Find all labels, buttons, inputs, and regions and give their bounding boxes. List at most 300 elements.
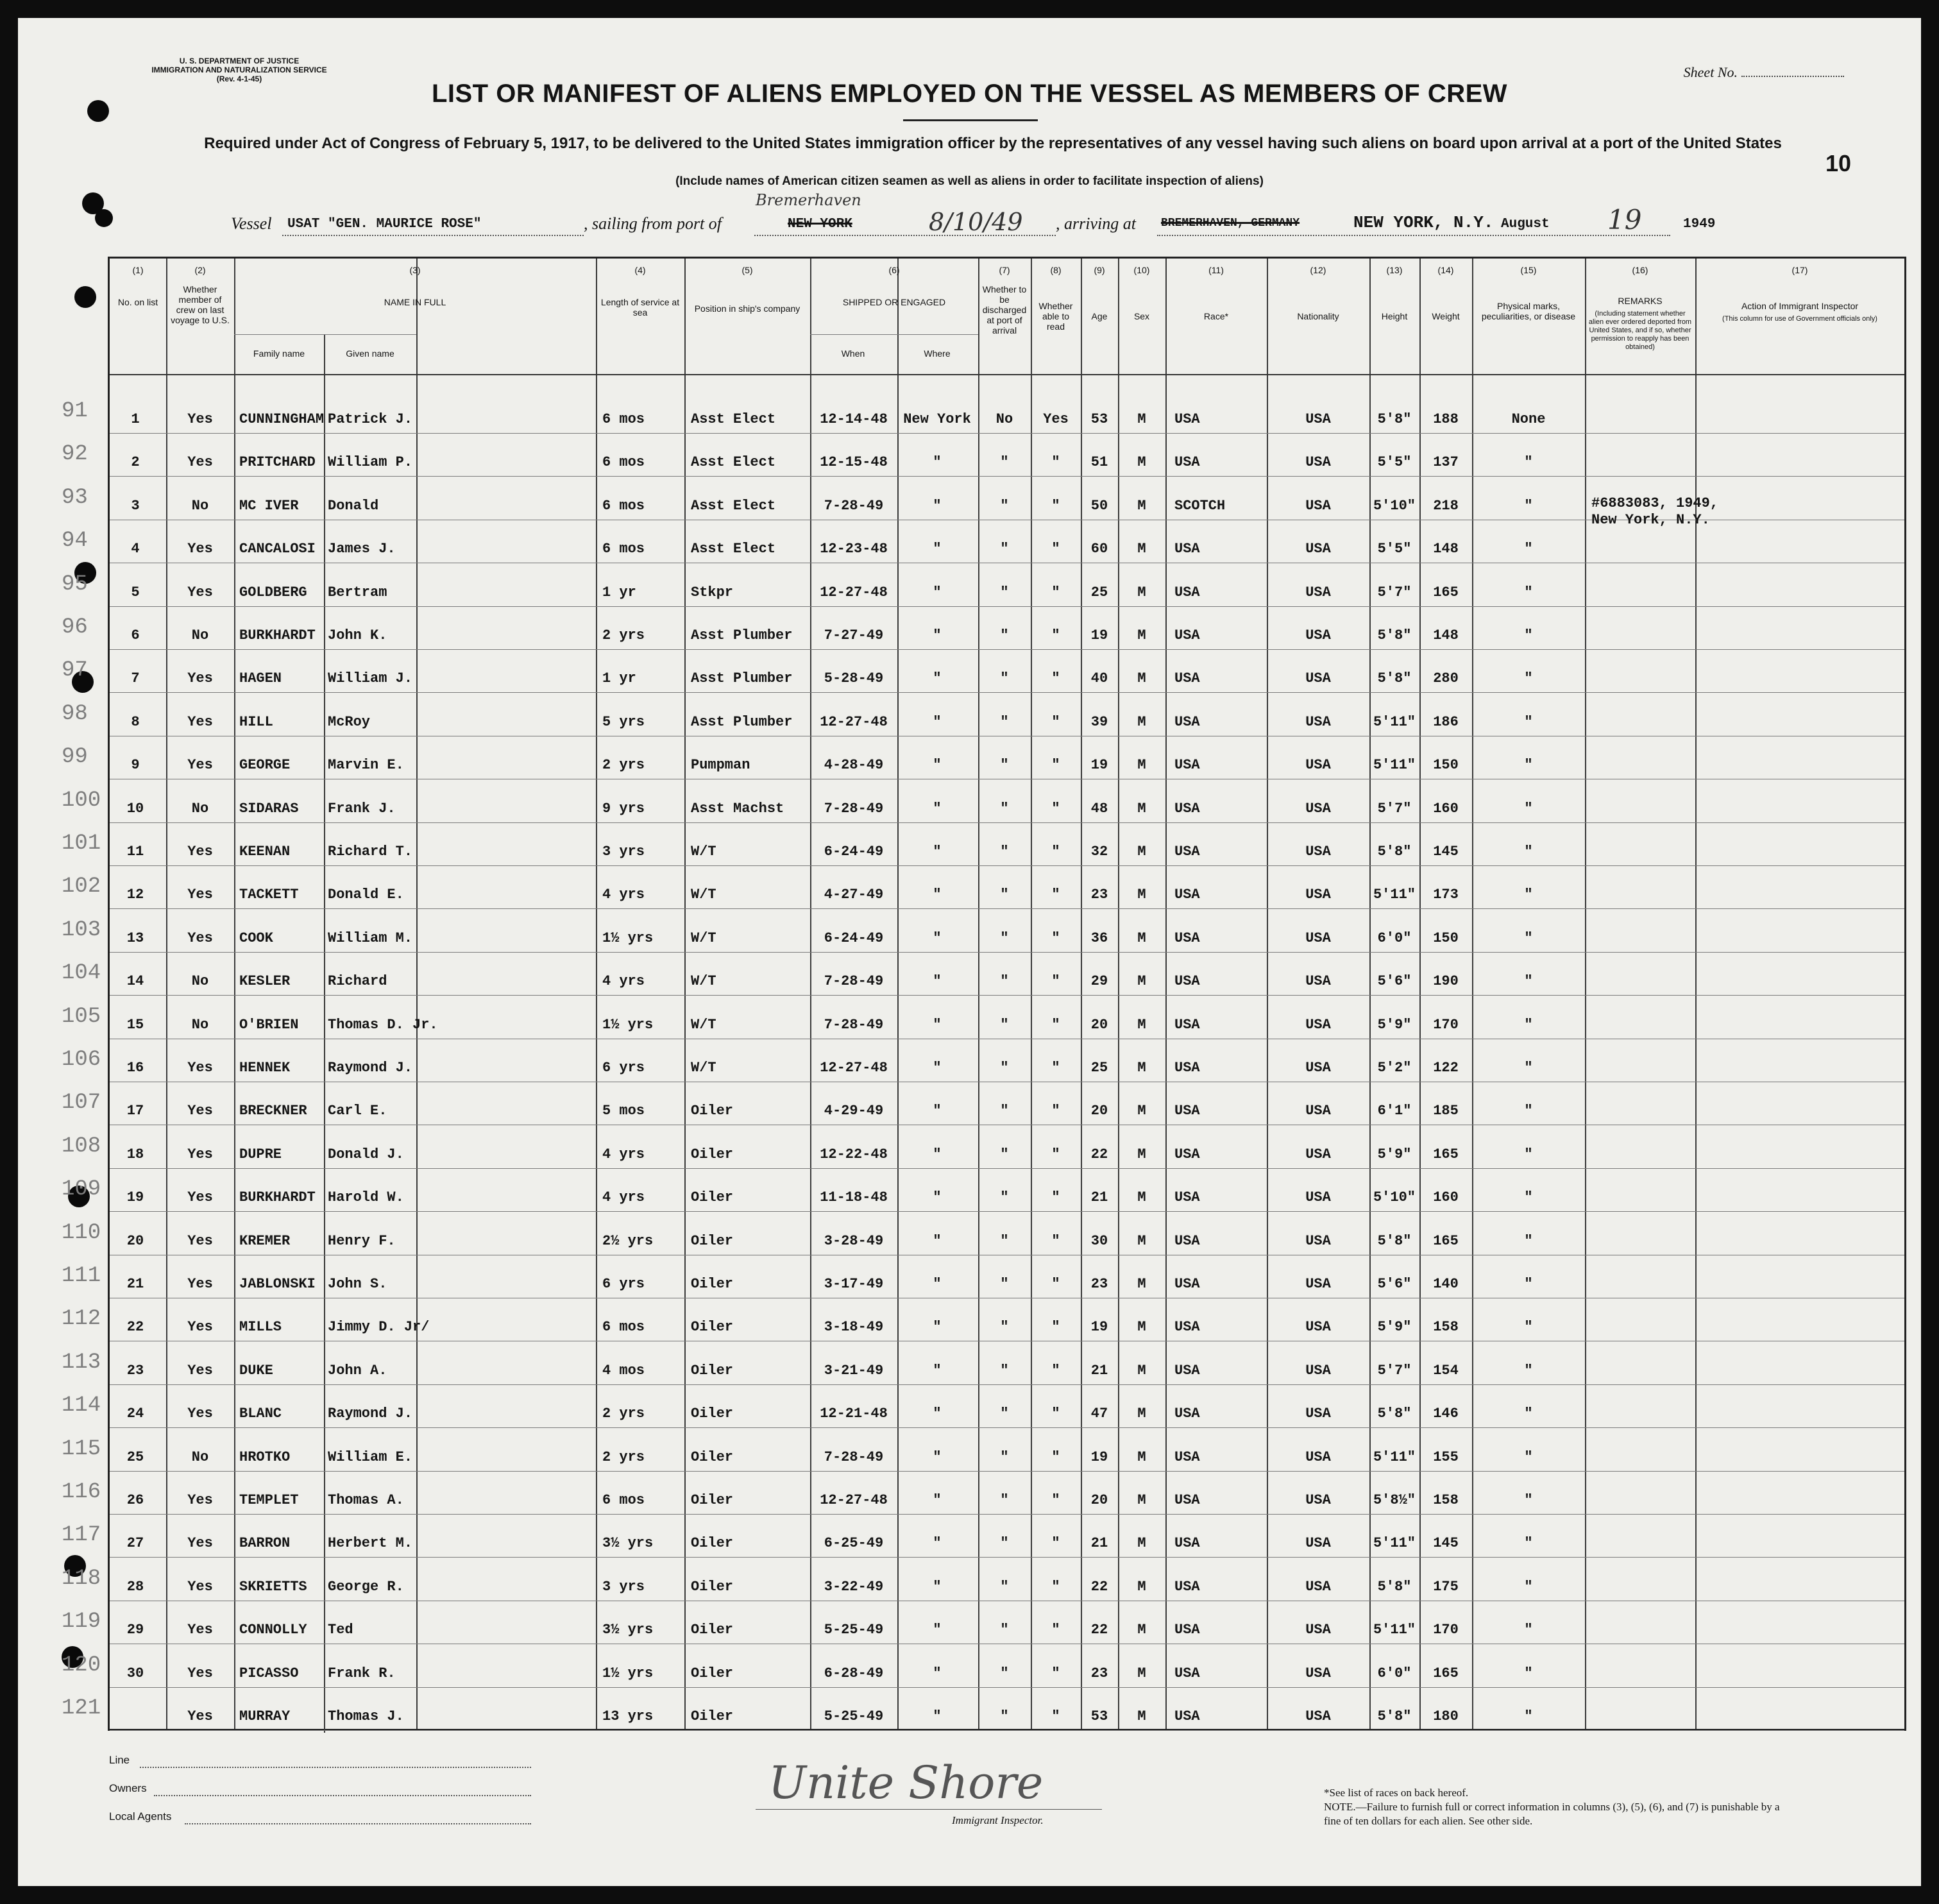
weight: 185 [1433,1103,1459,1119]
shipped-when: 5-25-49 [824,1708,884,1724]
shipped-when: 3-28-49 [824,1232,884,1249]
given-name: Jimmy D. Jr/ [328,1319,430,1336]
discharged: " [1000,1406,1009,1422]
service-length: 5 mos [602,1103,645,1119]
shipped-when: 3-21-49 [824,1362,884,1379]
discharged: " [1000,1622,1009,1638]
position: Oiler [691,1665,734,1681]
crew-last-voyage: Yes [187,1406,213,1422]
nationality: USA [1305,497,1331,514]
given-name: John A. [328,1362,387,1379]
shipped-where: " [933,1016,942,1033]
position: Oiler [691,1276,734,1292]
shipped-where: " [933,627,942,643]
row-number: 3 [131,497,140,514]
discharged: " [1000,1449,1009,1465]
row-number: 7 [131,670,140,687]
stamped-line-number: 112 [62,1307,101,1332]
height: 5'8" [1377,1578,1412,1595]
age: 19 [1090,757,1108,774]
race: USA [1174,670,1200,687]
discharged: " [1000,1708,1009,1724]
position: Asst Elect [691,541,776,557]
height: 5'8" [1377,844,1412,860]
family-name: BURKHARDT [239,627,316,643]
shipped-where: " [933,1232,942,1249]
stamped-line-number: 97 [62,658,88,683]
races-note: *See list of races on back hereof. [1324,1787,1469,1799]
row-number: 22 [126,1319,144,1336]
stamped-line-number: 99 [62,745,88,770]
service-length: 13 yrs [602,1708,654,1724]
position: W/T [691,973,716,990]
family-name: PICASSO [239,1665,299,1681]
shipped-subrule [810,334,978,335]
column-number-c7: (7) [999,265,1010,275]
race: USA [1174,1276,1200,1292]
physical-marks: " [1524,757,1533,774]
shipped-where: " [933,973,942,990]
row-number: 25 [126,1449,144,1465]
column-number-c12: (12) [1310,265,1326,275]
service-length: 4 yrs [602,887,645,903]
row-rule [110,1384,1904,1385]
given-name: Raymond J. [328,1406,413,1422]
row-rule [110,1557,1904,1558]
physical-marks: " [1524,930,1533,946]
given-name: Richard T. [328,844,413,860]
given-name: McRoy [328,713,371,730]
row-rule [110,908,1904,909]
age: 25 [1090,584,1108,600]
crew-last-voyage: Yes [187,1232,213,1249]
physical-marks: " [1524,1406,1533,1422]
race: USA [1174,973,1200,990]
height: 5'9" [1377,1146,1412,1162]
row-number: 24 [126,1406,144,1422]
height: 5'10" [1373,1189,1416,1206]
row-number: 14 [126,973,144,990]
stamped-line-number: 121 [62,1696,101,1721]
stamped-line-number: 108 [62,1134,101,1159]
position: W/T [691,844,716,860]
able-to-read: " [1051,1189,1060,1206]
name-subrule [234,334,416,335]
nationality: USA [1305,930,1331,946]
discharged: " [1000,670,1009,687]
column-header-c8: Whether able to read [1038,301,1073,332]
shipped-when: 4-29-49 [824,1103,884,1119]
nationality: USA [1305,627,1331,643]
shipped-where: " [933,930,942,946]
physical-marks: " [1524,1449,1533,1465]
row-number: 8 [131,713,140,730]
nationality: USA [1305,1578,1331,1595]
row-rule [110,995,1904,996]
crew-last-voyage: Yes [187,1276,213,1292]
family-name: O'BRIEN [239,1016,299,1033]
weight: 170 [1433,1016,1459,1033]
race: USA [1174,584,1200,600]
shipped-where: " [933,1319,942,1336]
row-rule [110,952,1904,953]
column-number-c1: (1) [132,265,144,275]
column-number-c8: (8) [1050,265,1062,275]
age: 51 [1090,454,1108,471]
nationality: USA [1305,1189,1331,1206]
race: USA [1174,1189,1200,1206]
crew-last-voyage: Yes [187,930,213,946]
service-length: 3½ yrs [602,1535,654,1552]
row-number: 13 [126,930,144,946]
given-name: Harold W. [328,1189,404,1206]
position: Asst Elect [691,411,776,427]
age: 23 [1090,887,1108,903]
shipped-where: " [933,1492,942,1508]
row-number: 2 [131,454,140,471]
given-name: Marvin E. [328,757,404,774]
vessel-label: Vessel [231,214,272,233]
crew-last-voyage: Yes [187,1622,213,1638]
position: Asst Elect [691,454,776,471]
crew-last-voyage: Yes [187,1708,213,1724]
crew-last-voyage: Yes [187,1665,213,1681]
shipped-where: " [933,1276,942,1292]
height: 6'1" [1377,1103,1412,1119]
discharged: " [1000,627,1009,643]
physical-marks: " [1524,670,1533,687]
service-length: 4 yrs [602,1189,645,1206]
shipped-where: " [933,1535,942,1552]
shipped-where: " [933,670,942,687]
row-number: 5 [131,584,140,600]
sex: M [1137,1060,1146,1076]
nationality: USA [1305,1535,1331,1552]
height: 5'8" [1377,1708,1412,1724]
sex: M [1137,1232,1146,1249]
shipped-when: 5-28-49 [824,670,884,687]
height: 5'11" [1373,1535,1416,1552]
stamped-line-number: 111 [62,1264,101,1288]
able-to-read: " [1051,713,1060,730]
shipped-where: " [933,1665,942,1681]
age: 32 [1090,844,1108,860]
crew-table [108,257,1906,1731]
sex: M [1137,713,1146,730]
page-subtitle: Required under Act of Congress of February 5, 1917, to be delivered to the United States immigration officer by the representatives of any vessel having such aliens on board upon arrival at a port of the United States [204,135,1782,152]
row-number: 28 [126,1578,144,1595]
able-to-read: " [1051,454,1060,471]
row-number: 17 [126,1103,144,1119]
sex: M [1137,1319,1146,1336]
shipped-where: " [933,1406,942,1422]
row-number: 4 [131,541,140,557]
stamped-line-number: 92 [62,442,88,467]
age: 36 [1090,930,1108,946]
able-to-read: " [1051,930,1060,946]
stamped-line-number: 105 [62,1004,101,1029]
race: USA [1174,1492,1200,1508]
height: 5'6" [1377,973,1412,990]
stamped-line-number: 118 [62,1566,101,1591]
column-number-c13: (13) [1386,265,1403,275]
weight: 173 [1433,887,1459,903]
race: USA [1174,1103,1200,1119]
sex: M [1137,584,1146,600]
column-number-c14: (14) [1437,265,1454,275]
sheet-label: Sheet No. [1683,64,1738,80]
physical-marks: " [1524,800,1533,817]
crew-last-voyage: Yes [187,1146,213,1162]
nationality: USA [1305,1362,1331,1379]
nationality: USA [1305,713,1331,730]
age: 22 [1090,1146,1108,1162]
discharged: " [1000,454,1009,471]
family-name: MC IVER [239,497,299,514]
height: 5'7" [1377,800,1412,817]
service-length: 4 yrs [602,973,645,990]
discharged: " [1000,1578,1009,1595]
crew-last-voyage: Yes [187,584,213,600]
age: 19 [1090,627,1108,643]
row-rule [110,476,1904,477]
manifest-sheet [18,18,1921,1886]
height: 5'11" [1373,1449,1416,1465]
physical-marks: " [1524,541,1533,557]
shipped-when: 6-24-49 [824,930,884,946]
column-header-c14: Weight [1432,311,1460,321]
sex: M [1137,930,1146,946]
shipped-where: " [933,1362,942,1379]
discharged: " [1000,887,1009,903]
sex: M [1137,454,1146,471]
age: 47 [1090,1406,1108,1422]
age: 21 [1090,1189,1108,1206]
height: 5'5" [1377,541,1412,557]
height: 6'0" [1377,1665,1412,1681]
column-number-c10: (10) [1133,265,1150,275]
stamped-line-number: 98 [62,701,88,726]
shipped-when: 5-25-49 [824,1622,884,1638]
family-name: SKRIETTS [239,1578,307,1595]
discharged: No [995,411,1013,427]
inspector-signature: Unite Shore [768,1756,1044,1809]
able-to-read: " [1051,1665,1060,1681]
stamped-line-number: 117 [62,1523,101,1548]
sex: M [1137,800,1146,817]
crew-last-voyage: Yes [187,1319,213,1336]
age: 20 [1090,1492,1108,1508]
given-name: Patrick J. [328,411,413,427]
row-number: 16 [126,1060,144,1076]
able-to-read: Yes [1043,411,1069,427]
line-label: Line [109,1754,130,1766]
row-number: 21 [126,1276,144,1292]
stamped-line-number: 119 [62,1610,101,1635]
position: Stkpr [691,584,734,600]
shipped-when: 6-24-49 [824,844,884,860]
nationality: USA [1305,1232,1331,1249]
service-length: 6 mos [602,1492,645,1508]
given-name: Donald [328,497,379,514]
shipped-where: " [933,713,942,730]
stamped-line-number: 103 [62,917,101,942]
form-revision: (Rev. 4-1-45) [216,74,262,83]
column-subheader-c17: (This column for use of Government officials only) [1722,315,1877,323]
age: 20 [1090,1016,1108,1033]
height: 5'5" [1377,454,1412,471]
discharged: " [1000,1016,1009,1033]
sex: M [1137,670,1146,687]
able-to-read: " [1051,1578,1060,1595]
stamped-line-number: 110 [62,1220,101,1245]
discharged: " [1000,1103,1009,1119]
race: USA [1174,800,1200,817]
height: 5'8" [1377,1232,1412,1249]
weight: 190 [1433,973,1459,990]
row-rule [110,1168,1904,1169]
nationality: USA [1305,1146,1331,1162]
able-to-read: " [1051,1406,1060,1422]
shipped-where: " [933,887,942,903]
nationality: USA [1305,800,1331,817]
column-number-c17: (17) [1791,265,1808,275]
sex: M [1137,1578,1146,1595]
shipped-when: 7-27-49 [824,627,884,643]
inspector-label: Immigrant Inspector. [952,1814,1044,1826]
race: USA [1174,1665,1200,1681]
race: USA [1174,541,1200,557]
height: 5'9" [1377,1319,1412,1336]
nationality: USA [1305,541,1331,557]
sex: M [1137,541,1146,557]
family-name: BLANC [239,1406,282,1422]
physical-marks: " [1524,1016,1533,1033]
position: W/T [691,887,716,903]
shipped-when: 12-27-48 [820,1492,888,1508]
sheet-number: 10 [1825,150,1852,176]
crew-last-voyage: Yes [187,757,213,774]
able-to-read: " [1051,1362,1060,1379]
column-number-c9: (9) [1094,265,1105,275]
weight: 145 [1433,1535,1459,1552]
height: 5'11" [1373,1622,1416,1638]
weight: 140 [1433,1276,1459,1292]
nationality: USA [1305,411,1331,427]
family-name: GOLDBERG [239,584,307,600]
family-name: CONNOLLY [239,1622,307,1638]
age: 20 [1090,1103,1108,1119]
crew-last-voyage: Yes [187,454,213,471]
given-name: Bertram [328,584,387,600]
given-name: Raymond J. [328,1060,413,1076]
able-to-read: " [1051,497,1060,514]
position: Oiler [691,1232,734,1249]
given-name: John S. [328,1276,387,1292]
weight: 165 [1433,1146,1459,1162]
sex: M [1137,1622,1146,1638]
discharged: " [1000,1492,1009,1508]
able-to-read: " [1051,887,1060,903]
age: 30 [1090,1232,1108,1249]
family-name: BARRON [239,1535,291,1552]
nationality: USA [1305,1665,1331,1681]
discharged: " [1000,1146,1009,1162]
column-header-c15: Physical marks, peculiarities, or disease [1481,301,1576,321]
stamped-line-number: 109 [62,1177,101,1202]
family-name: TEMPLET [239,1492,299,1508]
row-number: 23 [126,1362,144,1379]
family-name: GEORGE [239,757,291,774]
shipped-when: 7-28-49 [824,800,884,817]
position: Oiler [691,1622,734,1638]
arrival-day-handwritten: 19 [1607,204,1642,235]
sailing-port-struck: NEW YORK [788,217,852,232]
discharged: " [1000,930,1009,946]
nationality: USA [1305,887,1331,903]
age: 50 [1090,497,1108,514]
shipped-when-header: When [841,348,865,359]
shipped-when: 12-21-48 [820,1406,888,1422]
row-number: 20 [126,1232,144,1249]
discharged: " [1000,1665,1009,1681]
stamped-line-number: 93 [62,485,88,510]
column-header-c3: NAME IN FULL [384,297,446,307]
shipped-where-header: Where [924,348,951,359]
shipped-where: " [933,454,942,471]
height: 5'7" [1377,584,1412,600]
height: 5'9" [1377,1016,1412,1033]
age: 53 [1090,1708,1108,1724]
race: USA [1174,713,1200,730]
arriving-struck: BREMERHAVEN, GERMANY [1161,217,1300,230]
service-length: 2 yrs [602,757,645,774]
physical-marks: None [1511,411,1546,427]
service-length: 6 yrs [602,1276,645,1292]
nationality: USA [1305,1708,1331,1724]
able-to-read: " [1051,670,1060,687]
race: USA [1174,1146,1200,1162]
given-name: Donald J. [328,1146,404,1162]
row-rule [110,692,1904,693]
column-header-c13: Height [1381,311,1408,321]
discharged: " [1000,1276,1009,1292]
service-length: 2 yrs [602,1406,645,1422]
nationality: USA [1305,1406,1331,1422]
shipped-when: 7-28-49 [824,973,884,990]
family-name: CANCALOSI [239,541,316,557]
discharged: " [1000,757,1009,774]
weight: 188 [1433,411,1459,427]
column-header-c1: No. on list [117,297,158,307]
sheet-number-field [1684,64,1844,81]
position: Oiler [691,1319,734,1336]
weight: 160 [1433,1189,1459,1206]
weight: 165 [1433,584,1459,600]
service-name: IMMIGRATION AND NATURALIZATION SERVICE [151,65,327,74]
position: Asst Plumber [691,627,793,643]
shipped-when: 11-18-48 [820,1189,888,1206]
shipped-where: " [933,1146,942,1162]
row-rule [110,433,1904,434]
family-name: CUNNINGHAM [239,411,325,427]
stamped-line-number: 94 [62,529,88,554]
position: Oiler [691,1103,734,1119]
column-header-c11: Race* [1203,311,1229,321]
service-length: 1 yr [602,670,636,687]
age: 29 [1090,973,1108,990]
shipped-where: " [933,1622,942,1638]
